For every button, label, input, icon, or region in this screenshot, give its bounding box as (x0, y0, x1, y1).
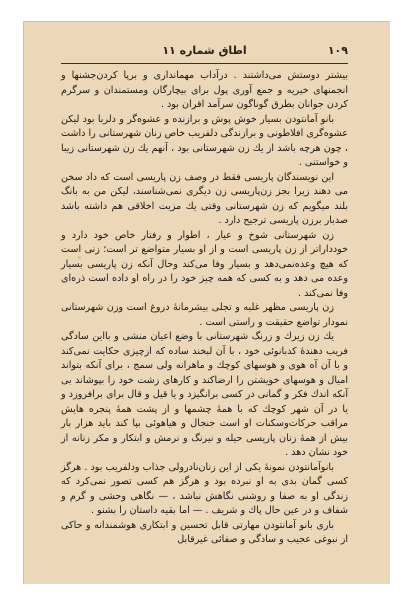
page-header (61, 44, 348, 62)
page-number: ۱۰۹ (327, 44, 348, 57)
page-body-text (61, 69, 348, 548)
paragraph: یك زن زیرك و زرنگ شهرستانی با وضع اعیان منشی و بااین سادگی فریب دهندهٔ کدبانوئی خود ، با آن لبخند ساده که ازچیزی حکایت نمی‌کند و با آن آه هوی و هوسهای کوچك و ماهرانه ولی سمج ، برای آنکه بتواند امیال و هوسهای خویشتن را ارضاکند و کارهای زشت خود را بپوشاند بی آنکه اندك فکر و گمانی در کسی برانگیزد و یا قیل و قال برای برافروزد و یا در آن شهر کوچك که با همهٔ چشمها و از پشت همهٔ پنجره هایش مراقب حرکات‌وسکنات او است جنجال و هیاهوئی بپا کند باید هزار بار بیش از همهٔ زنان پاریسی حیله و نیرنگ و نرمش و ابتکار و مکر زنانه از خود نشان دهد . (61, 331, 348, 458)
running-title: اطاق شماره ۱۱ (162, 44, 247, 57)
paragraph: بانوآمانتودن نمونهٔ یکی از این زنان‌نادرولی جذاب ودلفریب بود . هرگز کسی گمان بدی به او نبرده بود و هرگز هم کسی تصور نمی‌کرد که زندگی او به صفا و روشنی نگاهش نباشد ، — نگاهی وحشی و گرم و شفاف و در عین حال پاك و شریف . — اما بقیه داستان را بشنو . (61, 461, 348, 516)
paragraph: این نویسندگان پاریسی فقط در وصف زن پاریسی است که داد سخن می دهند زیرا بجز زن‌پاریسی زن دیگری نمی‌شناسند، لیکن من به بانگ بلند میگویم که زن شهرستانی وقتی یك مزیت اخلاقی هم داشته باشد صدبار برزن پاریسی ترجیح دارد . (61, 171, 348, 226)
paragraph: بانو آمانتودن بسیار خوش پوش و برازنده و عشوه‌گر و دلربا بود لیکن عشوه‌گری افلاطونی و برازندگی دلفریب خاص زنان شهرستانی را داشت ، چون هرچه باشد از یك زن شهرستانی بود ، آنهم یك زن شهرستانی زیبا و خواستنی . (61, 113, 348, 168)
paragraph: بیشتر دوستش می‌داشتند . درآداب مهمانداری و برپا کردن‌جشنها و انجمنهای خیریه و جمع آوری پول برای بیچارگان ومستمندان و سرگرم کردن جوانان بطرق گوناگون سرآمد اقران بود . (61, 70, 348, 110)
paragraph: باری بانو آمانتودن مهارتی قابل تحسین و ابتکاری هوشمندانه و حاکی از نبوغی عجیب و سادگی و صفائی غیرقابل (61, 519, 348, 545)
paragraph: زن پاریسی مظهر غلبه و تجلی بیشرمانهٔ دروغ است وزن شهرستانی نمودار تواضع حقیقت و راستی است . (61, 302, 348, 328)
header-rule (61, 63, 348, 64)
book-page (23, 21, 390, 584)
paragraph: زن شهرستانی شوخ و عیار ، اطوار و رفتار خاص خود دارد و خودداراتر از زن پاریسی است و از او بسیار متواضع تر است؛ زنی است که هیچ وعده‌نمی‌دهد و بسیار وفا می‌کند وحال آنکه زن پاریسی بسیار وعده می دهد و به کسی که همه چیز خود را در راه او داده است ذره‌ای وفا نمی‌کند . (61, 229, 348, 299)
